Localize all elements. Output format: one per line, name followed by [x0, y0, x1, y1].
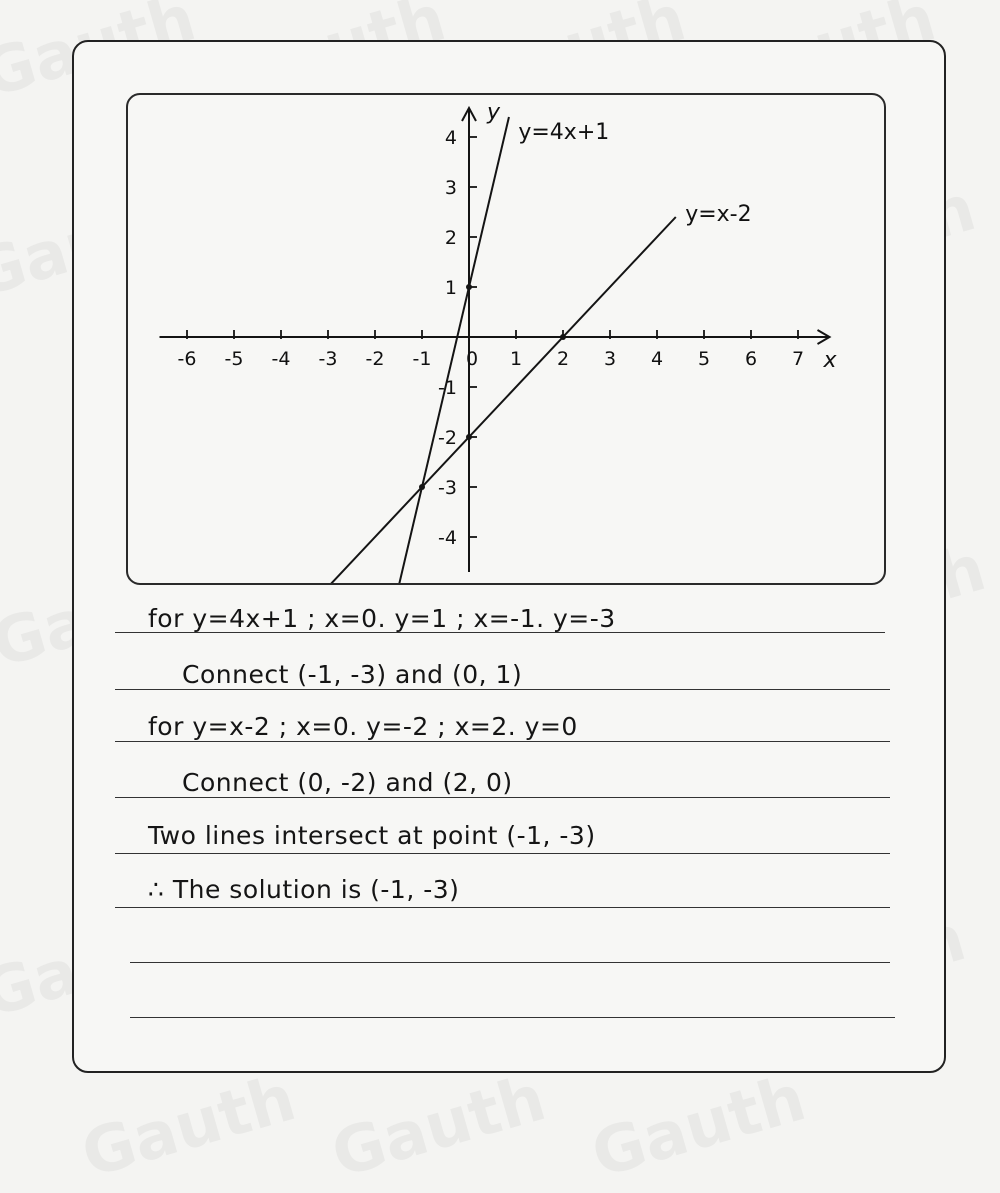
x-tick-label: 3: [603, 348, 617, 370]
note-line-1: for y=4x+1 ; x=0. y=1 ; x=-1. y=-3: [148, 604, 616, 633]
plotted-point: [560, 334, 566, 340]
x-tick-label: 4: [650, 348, 664, 370]
x-axis-label: x: [823, 348, 837, 373]
line2-label: y=x-2: [685, 202, 752, 227]
watermark-text: [584, 1061, 813, 1192]
x-tick-label: 2: [556, 348, 570, 370]
y-axis-label: y: [487, 100, 501, 125]
note-line-5: Two lines intersect at point (-1, -3): [148, 821, 596, 850]
ruled-line: [115, 853, 890, 854]
y-tick-label: 1: [444, 277, 457, 299]
x-tick-label: -2: [365, 348, 385, 370]
y-tick-label: -2: [438, 427, 457, 449]
x-tick-label: -6: [177, 348, 197, 370]
watermark-text: [324, 1061, 553, 1192]
plotted-point: [466, 284, 472, 290]
x-tick-label: -1: [412, 348, 432, 370]
note-line-6: ∴ The solution is (-1, -3): [148, 875, 460, 904]
ruled-line: [130, 962, 890, 963]
ruled-line: [130, 1017, 895, 1018]
x-tick-label: 1: [509, 348, 523, 370]
x-tick-label: 6: [744, 348, 758, 370]
ruled-line: [115, 797, 890, 798]
y-tick-label: -1: [438, 377, 457, 399]
y-tick-label: -3: [438, 477, 457, 499]
note-line-4: Connect (0, -2) and (2, 0): [182, 768, 513, 797]
line1-label: y=4x+1: [518, 120, 610, 145]
plotted-point: [419, 484, 425, 490]
ruled-line: [115, 741, 890, 742]
note-line-2: Connect (-1, -3) and (0, 1): [182, 660, 523, 689]
y-tick-label: -4: [438, 527, 457, 549]
x-tick-label: -5: [224, 348, 244, 370]
x-tick-label: -4: [271, 348, 291, 370]
x-tick-label: -3: [318, 348, 338, 370]
graph-frame: [126, 93, 886, 585]
watermark-text: [74, 1061, 303, 1192]
y-tick-label: 4: [444, 127, 457, 149]
x-tick-label: 0: [465, 348, 479, 370]
y-tick-label: 3: [444, 177, 457, 199]
y-tick-label: 2: [444, 227, 457, 249]
line-y-x-minus-2: [328, 217, 676, 585]
note-line-3: for y=x-2 ; x=0. y=-2 ; x=2. y=0: [148, 712, 578, 741]
x-tick-label: 7: [791, 348, 805, 370]
x-tick-label: 5: [697, 348, 711, 370]
plotted-point: [466, 434, 472, 440]
ruled-line: [115, 907, 890, 908]
ruled-line: [115, 689, 890, 690]
coordinate-graph: [128, 95, 886, 585]
